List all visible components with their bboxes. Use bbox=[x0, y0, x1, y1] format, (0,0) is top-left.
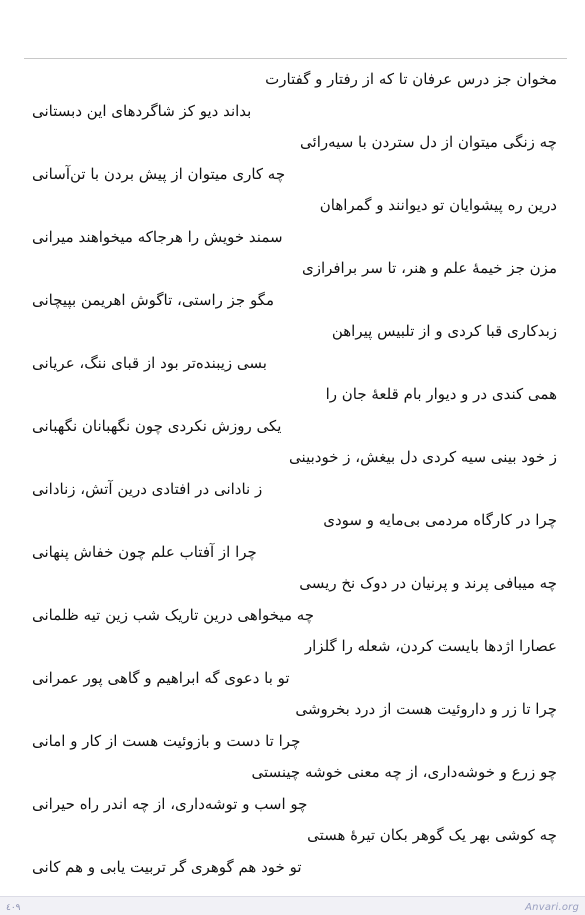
page-number: ٤٠٩ bbox=[6, 903, 21, 913]
verse-line-3: چه زنگی میتوان از دل ستردن با سیه‌رائی bbox=[300, 133, 557, 151]
verse-line-8: مگو جز راستی، تاگوش اهریمن بپیچانی bbox=[32, 290, 275, 309]
site-watermark: Anvari.org bbox=[525, 902, 579, 913]
verse-line-5: درین ره پیشوایان تو دیوانند و گمراهان bbox=[319, 196, 557, 214]
verse-line-20: تو با دعوی گه ابراهیم و گاهی پور عمرانی bbox=[32, 668, 290, 687]
verse-line-10: بسی زیبنده‌تر بود از قبای ننگ، عریانی bbox=[32, 353, 267, 372]
verse-line-25: چه کوشی بهر یک گوهر بکان تیرهٔ هستی bbox=[307, 826, 557, 844]
verse-line-4: چه کاری میتوان از پیش بردن با تن‌آسانی bbox=[32, 164, 286, 183]
verse-line-15: چرا در کارگاه مردمی بی‌مایه و سودی bbox=[323, 511, 557, 529]
poem-body bbox=[20, 64, 557, 883]
verse-line-1: مخوان جز درس عرفان تا که از رفتار و گفتارت bbox=[265, 70, 557, 88]
header-rule bbox=[24, 58, 567, 59]
verse-line-19: عصارا اژدها بایست کردن، شعله را گلزار bbox=[304, 637, 557, 655]
footer-bar bbox=[0, 896, 585, 915]
verse-line-12: یکی روزش نکردی چون نگهبانان نگهبانی bbox=[32, 416, 282, 435]
verse-line-22: چرا تا دست و بازوئیت هست از کار و امانی bbox=[32, 731, 301, 750]
verse-line-23: چو زرع و خوشه‌داری، از چه معنی خوشه چینستی bbox=[251, 763, 557, 781]
verse-line-26: تو خود هم گوهری گر تربیت یابی و هم کانی bbox=[32, 857, 302, 876]
verse-line-13: ز خود بینی سیه کردی دل بیغش، ز خودبینی bbox=[289, 448, 557, 466]
verse-line-24: چو اسب و توشه‌داری، از چه اندر راه حیرانی bbox=[32, 794, 308, 813]
verse-line-7: مزن جز خیمهٔ علم و هنر، تا سر برافرازی bbox=[301, 259, 557, 277]
verse-line-14: ز نادانی در افتادی درین آتش، زنادانی bbox=[32, 479, 263, 498]
verse-line-17: چه میبافی پرند و پرنیان در دوک نخ ریسی bbox=[299, 574, 557, 592]
verse-line-9: زبدکاری قبا کردی و از تلبیس پیراهن bbox=[331, 322, 557, 340]
verse-line-11: همی کندی در و دیوار بام قلعهٔ جان را bbox=[325, 385, 557, 403]
verse-line-18: چه میخواهی درین تاریک شب زین تیه ظلمانی bbox=[32, 605, 315, 624]
verse-line-21: چرا تا زر و داروئیت هست از درد بخروشی bbox=[295, 700, 557, 718]
verse-line-16: چرا از آفتاب علم چون خفاش پنهانی bbox=[32, 542, 257, 561]
verse-line-6: سمند خویش را هرجاکه میخواهند میرانی bbox=[32, 227, 283, 246]
verse-line-2: بداند دیو کز شاگردهای این دبستانی bbox=[32, 101, 252, 120]
